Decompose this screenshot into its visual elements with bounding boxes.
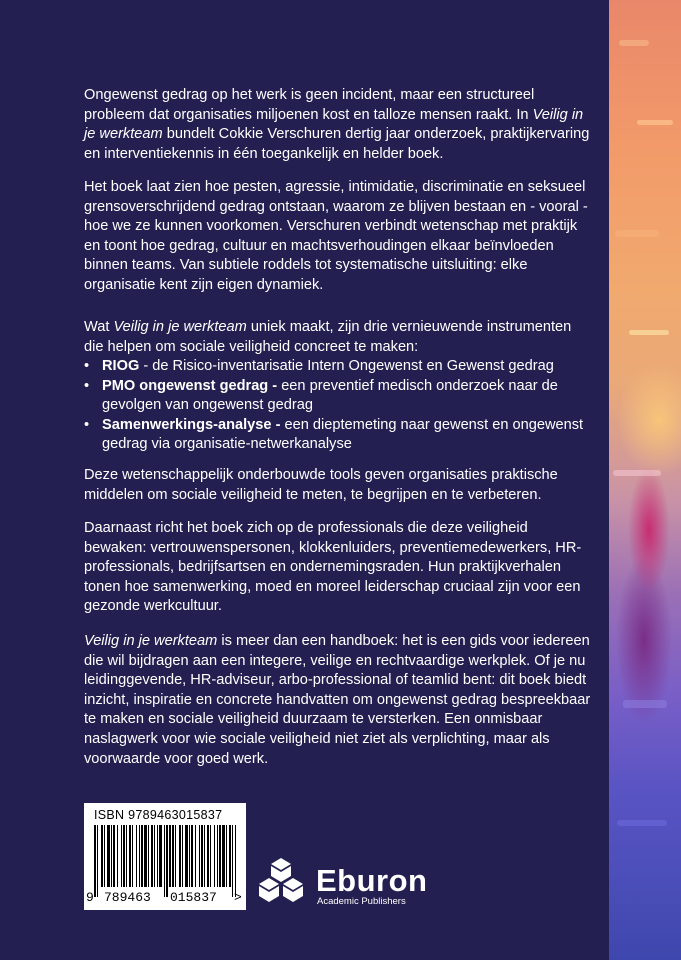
book-title: Veilig in je werkteam [84,106,584,143]
eburon-logo-icon [257,856,305,906]
barcode-bars [94,825,236,887]
publisher-name: Eburon [316,863,428,898]
bullet-icon: • [84,377,90,394]
tools-list [84,357,594,455]
bullet-icon: • [84,358,90,374]
isbn-label: ISBN 9789463015837 [94,808,223,822]
barcode-digits-right: 015837 [170,890,217,905]
barcode-digits-left: 789463 [104,890,151,905]
isbn-barcode [84,803,246,910]
barcode-digit-end: > [234,890,242,905]
book-title: Veilig in je werkteam [113,319,247,335]
cover-painting-strip [609,0,681,960]
professionals-paragraph: Daarnaast richt het boek zich op de professionals die deze veiligheid bewaken: vertrouwenspersonen, klokkenluiders, preventiemedewerkers, HR-professionals, bedrijfsartsen en ondernemingsraden. Hun praktijkverhalen tonen hoe samenwerking, moed en moreel leiderschap cruciaal zijn voor een gezonde werkcultuur. [84,520,582,615]
book-title: Veilig in je werkteam [84,633,218,649]
intro-paragraph: Ongewenst gedrag op het werk is geen incident, maar een structureel probleem dat organisaties miljoenen kost en talloze mensen raakt. In Veilig in je werkteam bundelt Cokkie Verschuren dertig jaar onderzoek, praktijkervaring en interventiekennis in één toegankelijk en helder boek. [84,87,590,162]
list-item: • RIOG - de Risico-inventarisatie Intern Ongewenst en Gewenst gedrag [84,357,594,377]
list-item: • PMO ongewenst gedrag - een preventief medisch onderzoek naar de gevolgen van ongewenst gedrag [84,377,558,414]
publisher-tagline: Academic Publishers [317,896,406,907]
closing-paragraph: Veilig in je werkteam is meer dan een handboek: het is een gids voor iedereen die wil bijdragen aan een integere, veilige en rechtvaardige werkplek. Of je nu leidinggevende, HR-adviseur, arbo-professional of teamlid bent: dit boek biedt inzicht, inspiratie en concrete handvatten om ongewenst gedrag bespreekbaar te maken en sociale veiligheid duurzaam te versterken. Een onmisbaar naslagwerk voor wie sociale veiligheid niet ziet als verplichting, maar als voorwaarde voor goed werk. [84,633,591,767]
tools-summary-paragraph: Deze wetenschappelijk onderbouwde tools geven organisaties praktische middelen om sociale veiligheid te meten, te begrijpen en te verbeteren. [84,467,558,503]
tools-intro-paragraph: Wat Veilig in je werkteam uniek maakt, zijn drie vernieuwende instrumenten die helpen om sociale veiligheid concreet te maken: [84,319,572,355]
barcode-digit-first: 9 [86,890,94,905]
description-paragraph: Het boek laat zien hoe pesten, agressie, intimidatie, discriminatie en seksueel grensoverschrijdend gedrag ontstaan, waarom ze blijven bestaan en - vooral - hoe we ze kunnen voorkomen. Verschuren verbindt wetenschap met praktijk en toont hoe gedrag, cultuur en machtsverhoudingen elkaar beïnvloeden binnen teams. Van subtiele roddels tot systematische uitsluiting: elke organisatie kent zijn eigen dynamiek. [84,179,588,293]
list-item: • Samenwerkings-analyse - een dieptemeting naar gewenst en ongewenst gedrag via organisatie-netwerkanalyse [84,416,584,453]
bullet-icon: • [84,416,90,433]
